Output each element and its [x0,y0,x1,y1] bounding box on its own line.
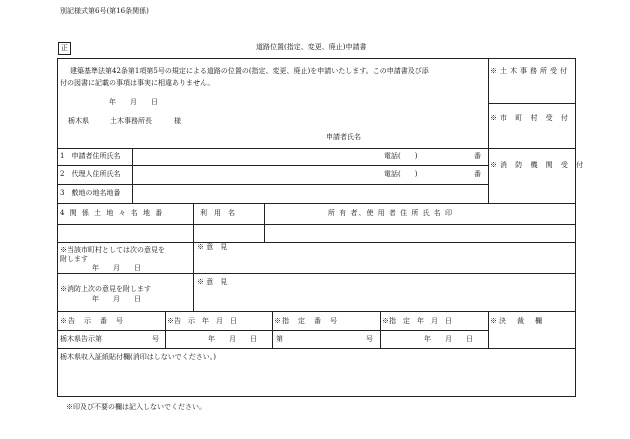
addressee-prefecture: 栃木県 [68,117,89,125]
civil-office-receipt: ※土木事務所受付 [490,67,570,75]
owner-user-header: 所 有 者、使 用 者 住 所 氏 名 印 [328,209,454,217]
notice-number-prefix: 栃木県告示第 [60,335,102,343]
applicant-name-label: 申請者氏名 [326,133,361,141]
revenue-stamp-area-label: 栃木県収入証紙貼付欄(消印はしないでください。) [60,353,216,361]
application-text-line1: 建築基準法第42条第1項第5号の規定による道路の位置の(指定、変更、廃止)を申請いたします。この申請書及び添 [70,67,429,75]
agent-phone-suffix: 番 [474,170,481,178]
designation-number-prefix: 第 [276,335,283,343]
site-address-label: 3 敷地の地名地番 [60,189,121,197]
approval-header: ※決 裁 欄 [490,317,544,325]
applicant-phone-suffix: 番 [474,152,481,160]
fire-opinion-date: 年 月 日 [92,295,141,303]
municipality-receipt: ※市 町 村 受 付 [490,114,571,122]
designation-date-value: 年 月 日 [424,335,473,343]
form-number: 別記様式第6号(第16条関係) [60,7,149,15]
addressee-office: 土木事務所長 [110,117,152,125]
applicant-address-label: 1 申請者住所氏名 [60,152,121,160]
designation-date-header: ※指 定 年 月 日 [382,317,452,325]
notice-number-header: ※告 示 番 号 [60,317,124,325]
form-title: 道路位置(指定、変更、廃止)申請書 [256,43,367,51]
notice-date-value: 年 月 日 [208,335,257,343]
municipality-opinion-label: ※当該市町村としては次の意見を [60,246,165,254]
use-name-header: 利 用 名 [200,209,235,217]
addressee-honorific: 様 [174,117,181,125]
municipality-opinion-label-2: 附します [60,255,88,263]
designation-number-suffix: 号 [366,335,373,343]
copy-mark: 正 [61,44,68,52]
municipality-opinion-field: ※ 意 見 [197,243,228,251]
applicant-phone-label: 電話( ) [384,152,418,160]
fire-agency-receipt: ※消 防 機 関 受 付 [490,161,587,169]
fire-opinion-label: ※消防上次の意見を附します [60,285,151,293]
application-date: 年 月 日 [109,98,158,106]
application-text-line2: 付の図書に記載の事項は事実に相違ありません。 [60,79,215,87]
designation-number-header: ※指 定 番 号 [274,317,338,325]
notice-number-suffix: 号 [152,335,159,343]
agent-phone-label: 電話( ) [384,170,418,178]
agent-address-label: 2 代理人住所氏名 [60,170,121,178]
parcel-header: 4 関 係 土 地 々 名 地 番 [60,209,164,217]
notice-date-header: ※告 示 年 月 日 [167,317,237,325]
municipality-opinion-date: 年 月 日 [92,264,141,272]
form-frame [57,58,576,397]
copy-mark-box [58,42,71,55]
footnote: ※印及び不要の欄は記入しないでください。 [66,403,206,411]
fire-opinion-field: ※ 意 見 [197,278,228,286]
